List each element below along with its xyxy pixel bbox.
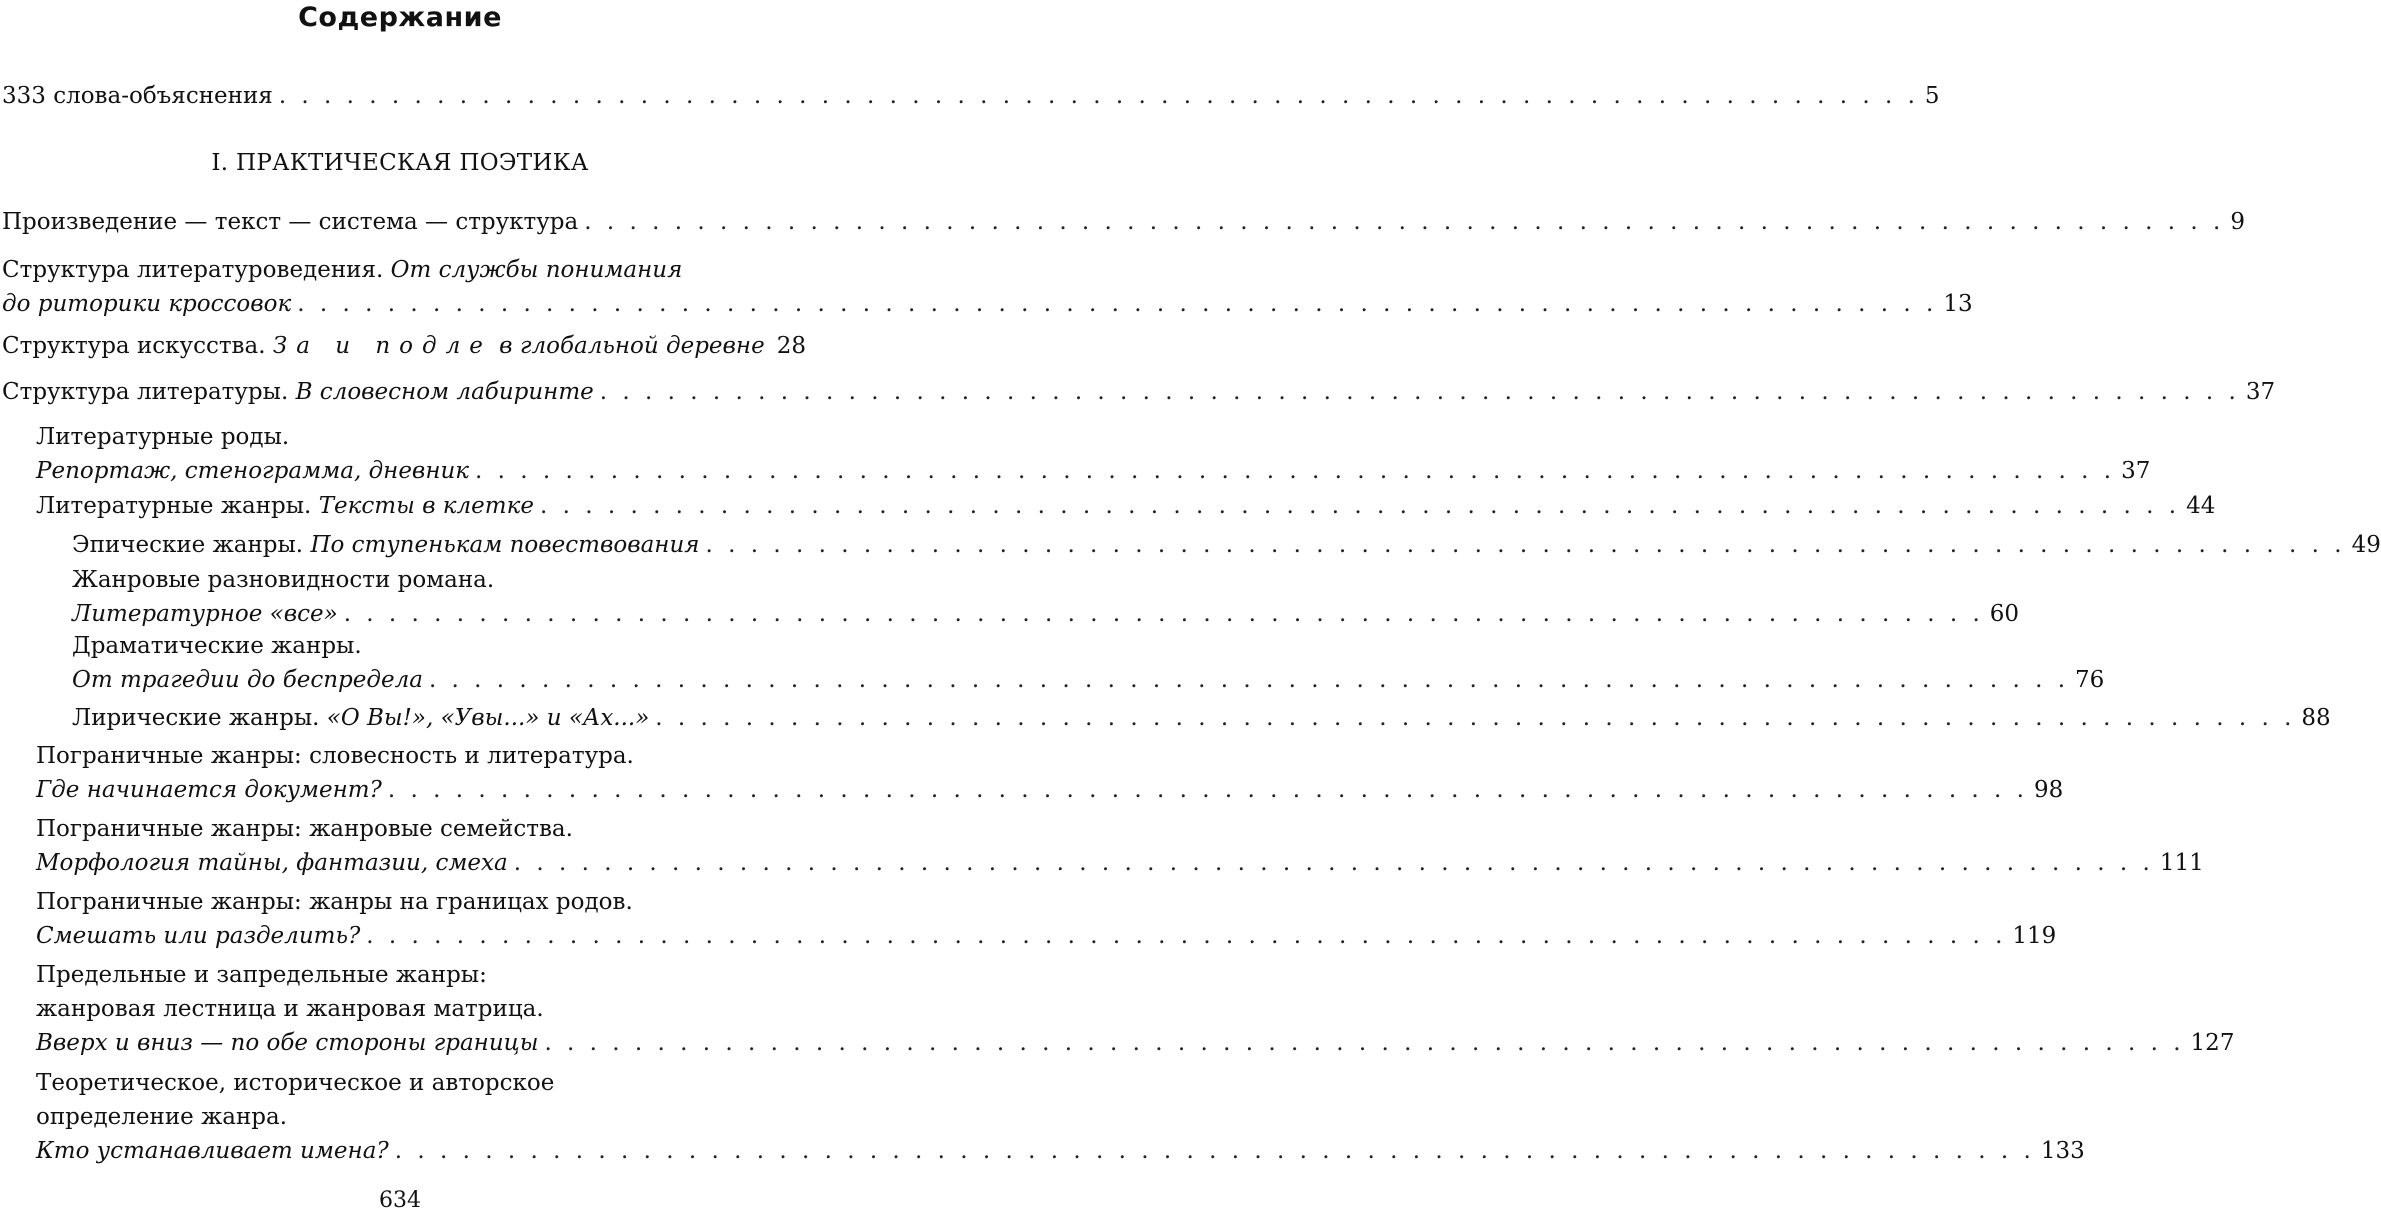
toc-entry-structure-of-art[interactable] xyxy=(2,329,806,363)
toc-entry-subtitle: От трагедии до беспредела xyxy=(72,667,423,693)
toc-entry-border-genres-families[interactable] xyxy=(36,812,2204,880)
section-heading: I. ПРАКТИЧЕСКАЯ ПОЭТИКА xyxy=(211,150,589,176)
toc-entry-title: Структура литературы. xyxy=(2,379,289,405)
toc-entry-subtitle: Репортаж, стенограмма, дневник xyxy=(36,458,470,484)
toc-page-number: 60 xyxy=(1989,601,2020,627)
toc-entry-subtitle: Кто устанавливает имена? xyxy=(36,1138,389,1164)
toc-entry-structure-of-literature[interactable] xyxy=(2,375,2276,409)
toc-entry-novel-varieties[interactable] xyxy=(72,563,2020,631)
toc-entry-title-continued: определение жанра. xyxy=(36,1104,288,1130)
toc-entry-title-continued: жанровая лестница и жанровая матрица. xyxy=(36,996,544,1022)
toc-page-number: 49 xyxy=(2351,532,2381,558)
toc-entry-genre-definition[interactable] xyxy=(36,1066,2085,1168)
toc-page-number: 88 xyxy=(2301,705,2331,731)
leader-dots: . . . . . . . . . . . . . . . . . . . . . . . . . . . . . . . . . . . . . . . . . . . . . . . . . . . . . . . . . . . . . . . . . . . . . . . . . xyxy=(428,667,2070,693)
toc-entry-title: Предельные и запредельные жанры: xyxy=(36,962,487,988)
leader-dots: . . . . . . . . . . . . . . . . . . . . . . . . . . . . . . . . . . . . . . . . . . . . . . . . . . . . . . . . . . . . . . . . . . . . . . . . . xyxy=(599,379,2240,405)
toc-entry-subtitle-spaced: За и подле xyxy=(272,333,492,359)
toc-entry-subtitle: Литературное «все» xyxy=(72,601,338,627)
toc-entry-subtitle: В словесном лабиринте xyxy=(295,379,594,405)
toc-entry-title: Пограничные жанры: жанровые семейства. xyxy=(36,816,573,842)
leader-dots: . . . . . . . . . . . . . . . . . . . . . . . . . . . . . . . . . . . . . . . . . . . . . . . . . . . . . . . . . . . . . . . . . . . . . . . . . xyxy=(655,705,2296,731)
toc-entry-subtitle: По ступенькам повествования xyxy=(310,532,700,558)
toc-entry-title: Пограничные жанры: жанры на границах родов. xyxy=(36,889,633,915)
toc-entry-title: Литературные роды. xyxy=(36,424,290,450)
leader-dots: . . . . . . . . . . . . . . . . . . . . . . . . . . . . . . . . . . . . . . . . . . . . . . . . . . . . . . . . . . . . . . . . . . . . . . . . . xyxy=(544,1030,2185,1056)
toc-entry-dramatic-genres[interactable] xyxy=(72,629,2105,697)
toc-entry-subtitle: Смешать или разделить? xyxy=(36,923,361,949)
toc-entry-work-text-system[interactable] xyxy=(2,205,2245,239)
leader-dots: . . . . . . . . . . . . . . . . . . . . . . . . . . . . . . . . . . . . . . . . . . . . . . . . . . . . . . . . . . . . . . . . . . . . . . . . . xyxy=(475,458,2116,484)
leader-dots: . . . . . . . . . . . . . . . . . . . . . . . . . . . . . . . . . . . . . . . . . . . . . . . . . . . . . . . . . . . . . . . . . . . . . . . . . xyxy=(278,83,1919,109)
toc-entry-subtitle: до риторики кроссовок xyxy=(2,291,292,317)
page-title: Содержание xyxy=(298,2,502,33)
toc-entry-subtitle: Вверх и вниз — по обе стороны границы xyxy=(36,1030,539,1056)
toc-entry-subtitle: Тексты в клетке xyxy=(318,493,534,519)
toc-page-number: 37 xyxy=(2121,458,2151,484)
toc-page-number: 98 xyxy=(2034,777,2064,803)
toc-entry-epic-genres[interactable] xyxy=(72,528,2381,562)
toc-entry-title: Структура искусства. xyxy=(2,333,266,359)
toc-entry-structure-of-literary-studies[interactable] xyxy=(2,253,1973,321)
toc-page-number: 111 xyxy=(2159,850,2204,876)
toc-entry-title: Структура литературоведения. xyxy=(2,257,384,283)
toc-entry-title: Лирические жанры. xyxy=(72,705,320,731)
toc-entry-title: Литературные жанры. xyxy=(36,493,312,519)
toc-entry-title: Эпические жанры. xyxy=(72,532,304,558)
toc-page-number: 13 xyxy=(1943,291,1973,317)
toc-entry-subtitle: Морфология тайны, фантазии, смеха xyxy=(36,850,508,876)
toc-entry-title: Драматические жанры. xyxy=(72,633,362,659)
leader-dots: . . . . . . . . . . . . . . . . . . . . . . . . . . . . . . . . . . . . . . . . . . . . . . . . . . . . . . . . . . . . . . . . . . . . . . . . . xyxy=(705,532,2346,558)
leader-dots: . . . . . . . . . . . . . . . . . . . . . . . . . . . . . . . . . . . . . . . . . . . . . . . . . . . . . . . . . . . . . . . . . . . . . . . . . xyxy=(387,777,2028,803)
toc-entry-title: Пограничные жанры: словесность и литература. xyxy=(36,743,634,769)
toc-entry-subtitle: Где начинается документ? xyxy=(36,777,382,803)
leader-dots: . . . . . . . . . . . . . . . . . . . . . . . . . . . . . . . . . . . . . . . . . . . . . . . . . . . . . . . . . . . . . . . . . . . . . . . . . xyxy=(584,209,2225,235)
toc-entry-literary-kinds[interactable] xyxy=(36,420,2151,488)
leader-dots: . . . . . . . . . . . . . . . . . . . . . . . . . . . . . . . . . . . . . . . . . . . . . . . . . . . . . . . . . . . . . . . . . . . . . . . . . xyxy=(343,601,1984,627)
toc-entry-subtitle: «О Вы!», «Увы...» и «Ах...» xyxy=(326,705,650,731)
toc-entry-title: Теоретическое, историческое и авторское xyxy=(36,1070,555,1096)
toc-entry-title: 333 слова-объяснения xyxy=(2,83,273,109)
leader-dots: . . . . . . . . . . . . . . . . . . . . . . . . . . . . . . . . . . . . . . . . . . . . . . . . . . . . . . . . . . . . . . . . . . . . . . . . . xyxy=(394,1138,2035,1164)
toc-entry-lyric-genres[interactable] xyxy=(72,701,2331,735)
toc-entry-border-genres-literature[interactable] xyxy=(36,739,2064,807)
toc-entry-literary-genres[interactable] xyxy=(36,489,2216,523)
toc-page-number: 133 xyxy=(2040,1138,2085,1164)
toc-page-number: 37 xyxy=(2245,379,2276,405)
toc-entry-subtitle: в глобальной деревне xyxy=(499,333,765,359)
toc-entry-subtitle: От службы понимания xyxy=(390,257,683,283)
toc-page-number: 28 xyxy=(776,333,806,359)
toc-entry-limit-genres[interactable] xyxy=(36,958,2235,1060)
leader-dots: . . . . . . . . . . . . . . . . . . . . . . . . . . . . . . . . . . . . . . . . . . . . . . . . . . . . . . . . . . . . . . . . . . . . . . . . . xyxy=(513,850,2154,876)
toc-entry-title: Жанровые разновидности романа. xyxy=(72,567,495,593)
toc-page-number: 76 xyxy=(2075,667,2105,693)
toc-page-number: 5 xyxy=(1924,83,1940,109)
leader-dots: . . . . . . . . . . . . . . . . . . . . . . . . . . . . . . . . . . . . . . . . . . . . . . . . . . . . . . . . . . . . . . . . . . . . . . . . . xyxy=(539,493,2181,519)
toc-entry-title: Произведение — текст — система — структура xyxy=(2,209,579,235)
toc-entry-border-genres-boundaries[interactable] xyxy=(36,885,2057,953)
toc-page-number: 44 xyxy=(2186,493,2216,519)
leader-dots: . . . . . . . . . . . . . . . . . . . . . . . . . . . . . . . . . . . . . . . . . . . . . . . . . . . . . . . . . . . . . . . . . . . . . . . . . xyxy=(366,923,2007,949)
toc-page-number: 9 xyxy=(2230,209,2245,235)
leader-dots: . . . . . . . . . . . . . . . . . . . . . . . . . . . . . . . . . . . . . . . . . . . . . . . . . . . . . . . . . . . . . . . . . . . . . . . . . xyxy=(297,291,1938,317)
toc-page-number: 127 xyxy=(2190,1030,2235,1056)
toc-page-number: 119 xyxy=(2012,923,2057,949)
toc-entry-333-words[interactable] xyxy=(2,79,1940,113)
page-number: 634 xyxy=(379,1188,421,1213)
